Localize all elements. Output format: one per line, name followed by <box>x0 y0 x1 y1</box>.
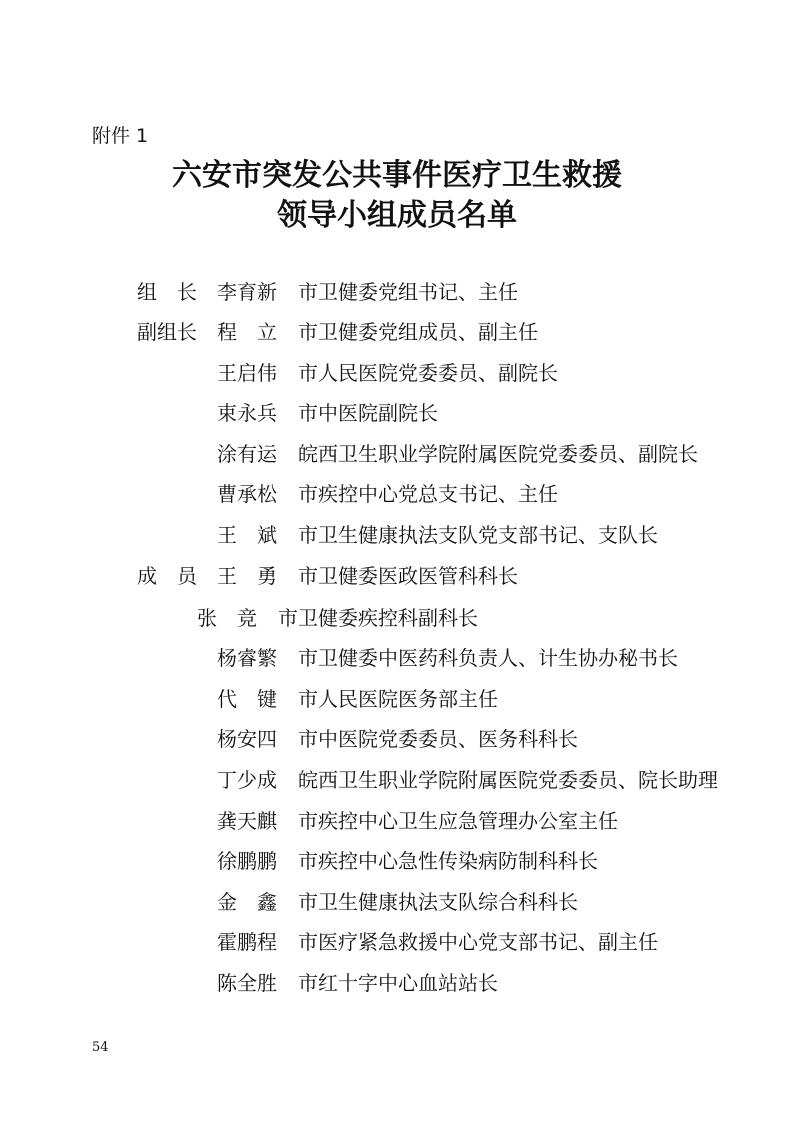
member-position: 市人民医院党委委员、副院长 <box>298 361 558 385</box>
attachment-label: 附件 1 <box>92 125 149 147</box>
document-title-line-1: 六安市突发公共事件医疗卫生救援 <box>172 158 622 193</box>
member-name: 代 键 <box>217 687 277 711</box>
member-name: 杨睿繁 <box>217 646 277 670</box>
member-position: 市卫健委医政医管科科长 <box>298 564 518 588</box>
member-position: 皖西卫生职业学院附属医院党委委员、院长助理 <box>298 768 718 792</box>
member-role: 副组长 <box>137 320 197 344</box>
member-position: 市中医院副院长 <box>298 401 438 425</box>
member-name: 陈全胜 <box>217 971 277 995</box>
member-name: 曹承松 <box>217 482 277 506</box>
member-name: 涂有运 <box>217 442 277 466</box>
member-position: 市人民医院医务部主任 <box>298 687 498 711</box>
member-name: 李育新 <box>217 280 277 304</box>
member-position: 市卫健委党组成员、副主任 <box>298 320 538 344</box>
member-name: 徐鹏鹏 <box>217 849 277 873</box>
member-name: 王 勇 <box>217 564 277 588</box>
member-name: 金 鑫 <box>217 890 277 914</box>
member-position: 市卫健委中医药科负责人、计生协办秘书长 <box>298 646 678 670</box>
member-name: 程 立 <box>217 320 277 344</box>
member-position: 市疾控中心急性传染病防制科科长 <box>298 849 598 873</box>
member-position: 市中医院党委委员、医务科科长 <box>298 727 578 751</box>
member-name: 霍鹏程 <box>217 930 277 954</box>
member-position: 市疾控中心卫生应急管理办公室主任 <box>298 809 618 833</box>
member-position: 市卫健委党组书记、主任 <box>298 280 518 304</box>
member-position: 市红十字中心血站站长 <box>298 971 498 995</box>
member-name: 张 竞 <box>197 606 257 630</box>
member-position: 市卫健委疾控科副科长 <box>278 606 478 630</box>
member-position: 皖西卫生职业学院附属医院党委委员、副院长 <box>298 442 698 466</box>
member-name: 王启伟 <box>217 361 277 385</box>
page-number: 54 <box>92 1040 109 1055</box>
document-title-line-2: 领导小组成员名单 <box>277 198 517 233</box>
member-name: 王 斌 <box>217 523 277 547</box>
member-name: 束永兵 <box>217 401 277 425</box>
member-position: 市卫生健康执法支队党支部书记、支队长 <box>298 523 658 547</box>
member-name: 丁少成 <box>217 768 277 792</box>
member-position: 市医疗紧急救援中心党支部书记、副主任 <box>298 930 658 954</box>
member-name: 龚天麒 <box>217 809 277 833</box>
member-role: 组 长 <box>137 280 197 304</box>
member-position: 市疾控中心党总支书记、主任 <box>298 482 558 506</box>
member-position: 市卫生健康执法支队综合科科长 <box>298 890 578 914</box>
member-role: 成 员 <box>137 564 197 588</box>
member-name: 杨安四 <box>217 727 277 751</box>
